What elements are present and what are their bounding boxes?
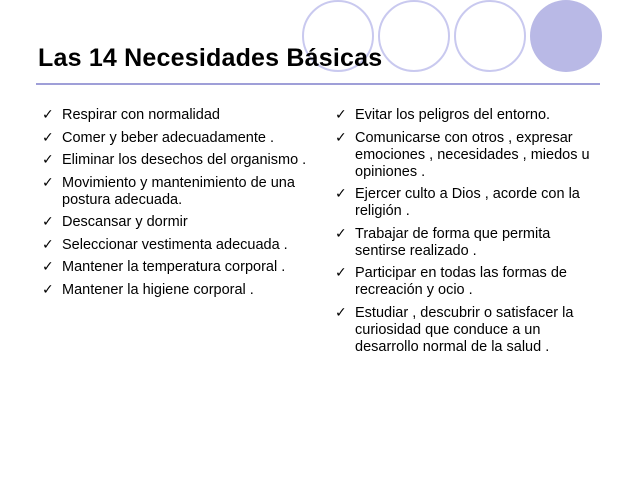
- list-item: ✓ Evitar los peligros del entorno.: [335, 107, 551, 123]
- check-mark-icon: ✓: [335, 186, 347, 202]
- check-mark-icon: ✓: [42, 107, 54, 123]
- check-mark-icon: ✓: [42, 129, 54, 146]
- check-mark-icon: ✓: [42, 259, 54, 275]
- left-needs-list: [42, 107, 310, 304]
- list-item: ✓ Trabajar de forma que permita sentirse realizado .: [335, 225, 551, 259]
- list-item: ✓ Participar en todas las formas de recreación y ocio .: [335, 265, 567, 298]
- list-item: ✓ Mantener la temperatura corporal .: [42, 259, 286, 275]
- check-mark-icon: ✓: [42, 236, 54, 253]
- right-needs-list: [335, 107, 605, 361]
- check-mark-icon: ✓: [335, 304, 347, 321]
- list-item: ✓ Descansar y dormir: [42, 214, 188, 230]
- list-item: ✓ Mantener la higiene corporal .: [42, 281, 254, 298]
- list-item: ✓ Comunicarse con otros , expresar emociones , necesidades , miedos u opiniones .: [335, 129, 590, 180]
- list-item: ✓ Seleccionar vestimenta adecuada .: [42, 236, 288, 253]
- decor-circle: [378, 0, 450, 72]
- list-item: ✓ Ejercer culto a Dios , acorde con la religión .: [335, 186, 580, 219]
- list-item: ✓ Comer y beber adecuadamente .: [42, 129, 274, 146]
- list-item: ✓ Movimiento y mantenimiento de una postura adecuada.: [42, 174, 295, 208]
- check-mark-icon: ✓: [42, 214, 54, 230]
- slide-title: Las 14 Necesidades Básicas: [38, 44, 383, 72]
- list-item: ✓ Eliminar los desechos del organismo .: [42, 152, 307, 168]
- list-item: ✓ Estudiar , descubrir o satisfacer la curiosidad que conduce a un desarrollo normal de la salud .: [335, 304, 574, 355]
- title-divider: [36, 83, 600, 85]
- decor-circle: [454, 0, 526, 72]
- check-mark-icon: ✓: [42, 174, 54, 191]
- check-mark-icon: ✓: [42, 281, 54, 298]
- decor-circle-filled: [530, 0, 602, 72]
- list-item: ✓ Respirar con normalidad: [42, 107, 220, 123]
- check-mark-icon: ✓: [335, 265, 347, 281]
- check-mark-icon: ✓: [335, 129, 347, 146]
- check-mark-icon: ✓: [42, 152, 54, 168]
- check-mark-icon: ✓: [335, 107, 347, 123]
- check-mark-icon: ✓: [335, 225, 347, 242]
